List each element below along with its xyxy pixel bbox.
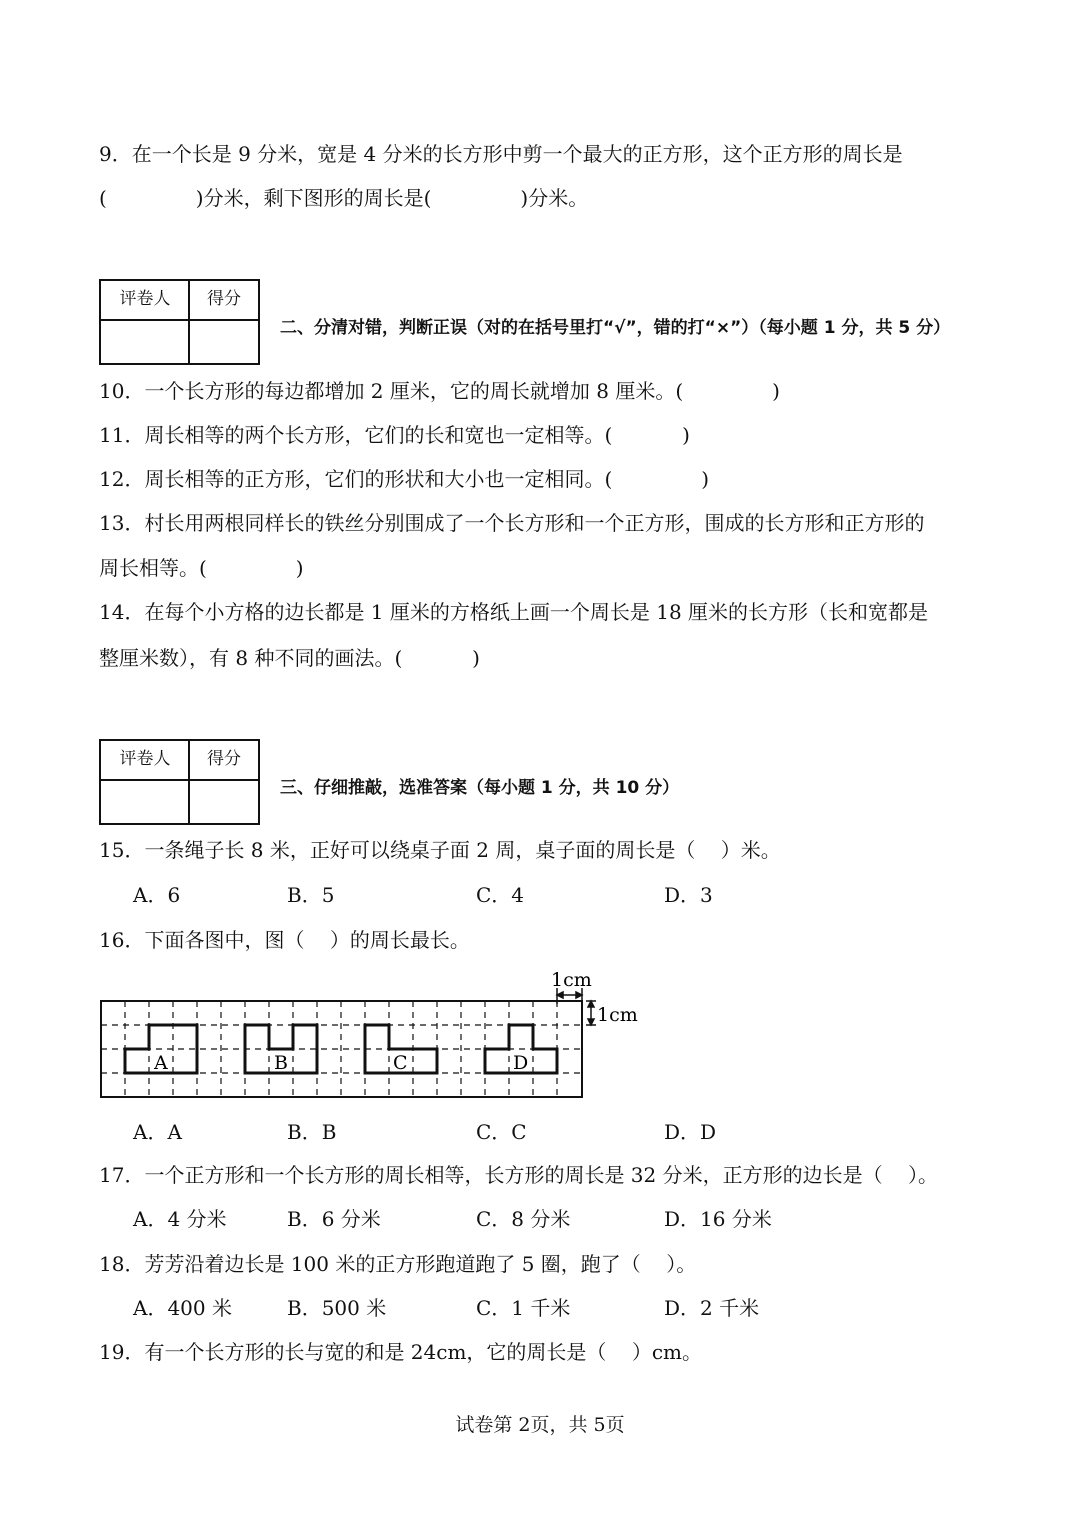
shape-label-a: A bbox=[154, 1052, 168, 1074]
q17-option-c: C．8 分米 bbox=[476, 1207, 571, 1231]
q17-text: 17．一个正方形和一个长方形的周长相等，长方形的周长是 32 分米，正方形的边长是（ ）。 bbox=[99, 1163, 939, 1187]
q16-option-a: A．A bbox=[133, 1120, 182, 1144]
q17-option-b: B．6 分米 bbox=[287, 1207, 381, 1231]
q15-option-c: C．4 bbox=[476, 883, 525, 907]
grader-label: 评卷人 bbox=[119, 749, 171, 769]
section2-title: 二、分清对错，判断正误（对的在括号里打“√”，错的打“×”）（每小题 1 分，共 5 分） bbox=[280, 318, 951, 338]
q13-line2: 周长相等。( ) bbox=[99, 556, 304, 580]
q10: 10．一个长方形的每边都增加 2 厘米，它的周长就增加 8 厘米。( ) bbox=[99, 379, 780, 403]
q15-option-a: A．6 bbox=[133, 883, 181, 907]
section3-title: 三、仔细推敲，选准答案（每小题 1 分，共 10 分） bbox=[280, 778, 680, 798]
grader-label: 评卷人 bbox=[119, 289, 171, 309]
q13-line1: 13．村长用两根同样长的铁丝分别围成了一个长方形和一个正方形，围成的长方形和正方形的 bbox=[99, 511, 925, 535]
q16-option-c: C．C bbox=[476, 1120, 527, 1144]
q18-option-b: B．500 米 bbox=[287, 1296, 387, 1320]
q16-option-d: D．D bbox=[664, 1120, 717, 1144]
score-label: 得分 bbox=[207, 289, 241, 309]
q16-text: 16．下面各图中，图（ ）的周长最长。 bbox=[99, 928, 470, 952]
q15-option-b: B．5 bbox=[287, 883, 335, 907]
scale-label-vertical: 1cm bbox=[597, 1004, 638, 1026]
q18-option-a: A．400 米 bbox=[133, 1296, 232, 1320]
score-table-section3 bbox=[99, 739, 260, 825]
q9-line2: ( )分米，剩下图形的周长是( )分米。 bbox=[99, 186, 589, 210]
q18-option-d: D．2 千米 bbox=[664, 1296, 760, 1320]
shape-label-c: C bbox=[393, 1052, 408, 1074]
q17-option-d: D．16 分米 bbox=[664, 1207, 772, 1231]
q15-text: 15．一条绳子长 8 米，正好可以绕桌子面 2 周，桌子面的周长是（ ）米。 bbox=[99, 838, 781, 862]
q19-text: 19．有一个长方形的长与宽的和是 24cm，它的周长是（ ）cm。 bbox=[99, 1340, 703, 1364]
q15-option-d: D．3 bbox=[664, 883, 713, 907]
score-table-section2 bbox=[99, 279, 260, 365]
q9-line1: 9．在一个长是 9 分米，宽是 4 分米的长方形中剪一个最大的正方形，这个正方形的周长是 bbox=[99, 142, 903, 166]
q18-text: 18．芳芳沿着边长是 100 米的正方形跑道跑了 5 圈，跑了（ ）。 bbox=[99, 1252, 697, 1276]
q14-line1: 14．在每个小方格的边长都是 1 厘米的方格纸上画一个周长是 18 厘米的长方形（长和宽都是 bbox=[99, 600, 929, 624]
q18-option-c: C．1 千米 bbox=[476, 1296, 571, 1320]
shape-label-b: B bbox=[274, 1052, 288, 1074]
score-label: 得分 bbox=[207, 749, 241, 769]
q12: 12．周长相等的正方形，它们的形状和大小也一定相同。( ) bbox=[99, 467, 710, 491]
q11: 11．周长相等的两个长方形，它们的长和宽也一定相等。( ) bbox=[99, 423, 690, 447]
scale-label-horizontal: 1cm bbox=[551, 969, 592, 991]
q16-grid-figure bbox=[99, 966, 659, 1100]
page-footer: 试卷第 2页，共 5页 bbox=[455, 1414, 625, 1436]
shape-label-d: D bbox=[513, 1052, 529, 1074]
q14-line2: 整厘米数），有 8 种不同的画法。( ) bbox=[99, 646, 480, 670]
q16-option-b: B．B bbox=[287, 1120, 337, 1144]
scale-vertical bbox=[586, 1001, 596, 1025]
q17-option-a: A．4 分米 bbox=[133, 1207, 227, 1231]
